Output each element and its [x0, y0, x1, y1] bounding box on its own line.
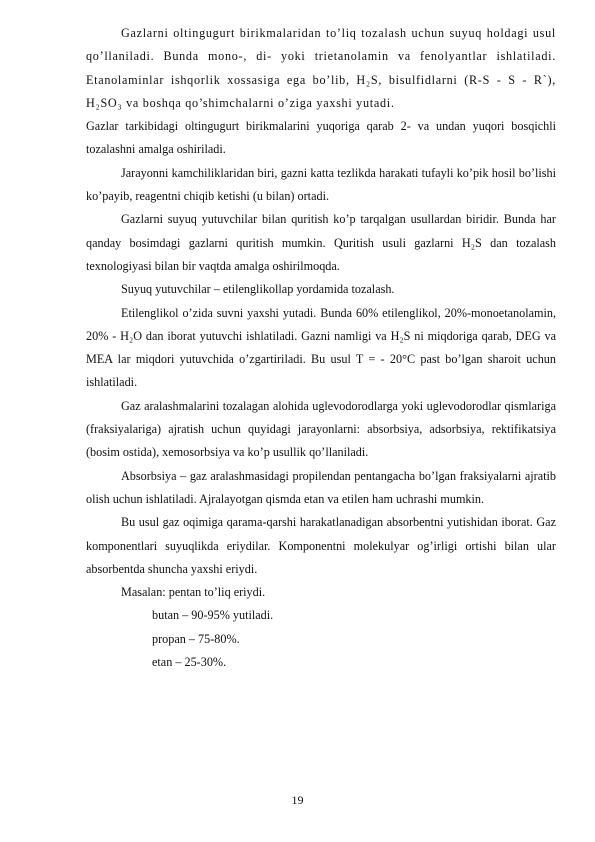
paragraph-2: Gazlar tarkibidagi oltingugurt birikmalarini yuqoriga qarab 2- va undan yuqori bosqichli tozalashni amalga oshiriladi. [86, 119, 556, 157]
paragraph-4: Gazlarni suyuq yutuvchilar bilan quritish ko’p tarqalgan usullardan biridir. Bunda har qanday bosimdagi gazlarni quritish mumkin. Quritish usuli gazlarni H₂S dan tozalash texnologiyasi bilan bir vaqtda amalga oshirilmoqda. [86, 212, 556, 273]
paragraph-8: Absorbsiya – gaz aralashmasidagi propilendan pentangacha bo’lgan fraksiyalarni ajratib olish uchun ishlatiladi. Ajralayotgan qismda etan va etilen ham uchrashi mumkin. [86, 468, 556, 506]
list-item: propan – 75-80%. [152, 631, 240, 646]
paragraph-1: Gazlarni oltingugurt birikmalaridan to’liq tozalash uchun suyuq holdagi usul qo’llaniladi. Bunda mono-, di- yoki trietanolamin va fenolyantlar ishlatiladi. Etanolaminlar ishqorlik xossasiga ega bo’lib, H₂S, bisulfidlarni (R-S - S - R`), H₂SO₃ va boshqa qo’shimchalarni o’ziga yaxshi yutadi. [86, 26, 556, 110]
page-number: 19 [291, 793, 304, 807]
list-item: butan – 90-95% yutiladi. [152, 608, 274, 623]
paragraph-7: Gaz aralashmalarini tozalagan alohida uglevodorodlarga yoki uglevodorodlar qismlariga (fraksiyalariga) ajratish uchun quyidagi jarayonlarni: absorbsiya, adsorbsiya, rektifikatsiya (bosim ostida), xemosorbsiya va ko’p usullik qo’llaniladi. [86, 398, 556, 460]
paragraph-10: Masalan: pentan to’liq eriydi. [121, 585, 266, 600]
paragraph-9: Bu usul gaz oqimiga qarama-qarshi harakatlanadigan absorbentni yutishidan iborat. Gaz komponentlari suyuqlikda eriydilar. Komponentni molekulyar og’irligi ortishi bilan ular absorbentda shuncha yaxshi eriydi. [86, 515, 556, 576]
page-body [86, 22, 556, 674]
paragraph-3: Jarayonni kamchiliklaridan biri, gazni katta tezlikda harakati tufayli ko’pik hosil bo’lishi ko’payib, reagentni chiqib ketishi (u bilan) ortadi. [86, 165, 556, 204]
list-item: etan – 25-30%. [152, 655, 227, 670]
paragraph-6: Etilenglikol o’zida suvni yaxshi yutadi. Bunda 60% etilenglikol, 20%-monoetanolamin, 20% - H₂O dan iborat yutuvchi ishlatiladi. Gazni namligi va H₂S ni miqdoriga qarab, DEG va MEA lar miqdori yutuvchida o’zgartiriladi. Bu usul T = - 20°C past bo’lgan sharoit uchun ishlatiladi. [86, 305, 556, 390]
paragraph-5: Suyuq yutuvchilar – etilenglikollap yordamida tozalash. [121, 282, 395, 297]
